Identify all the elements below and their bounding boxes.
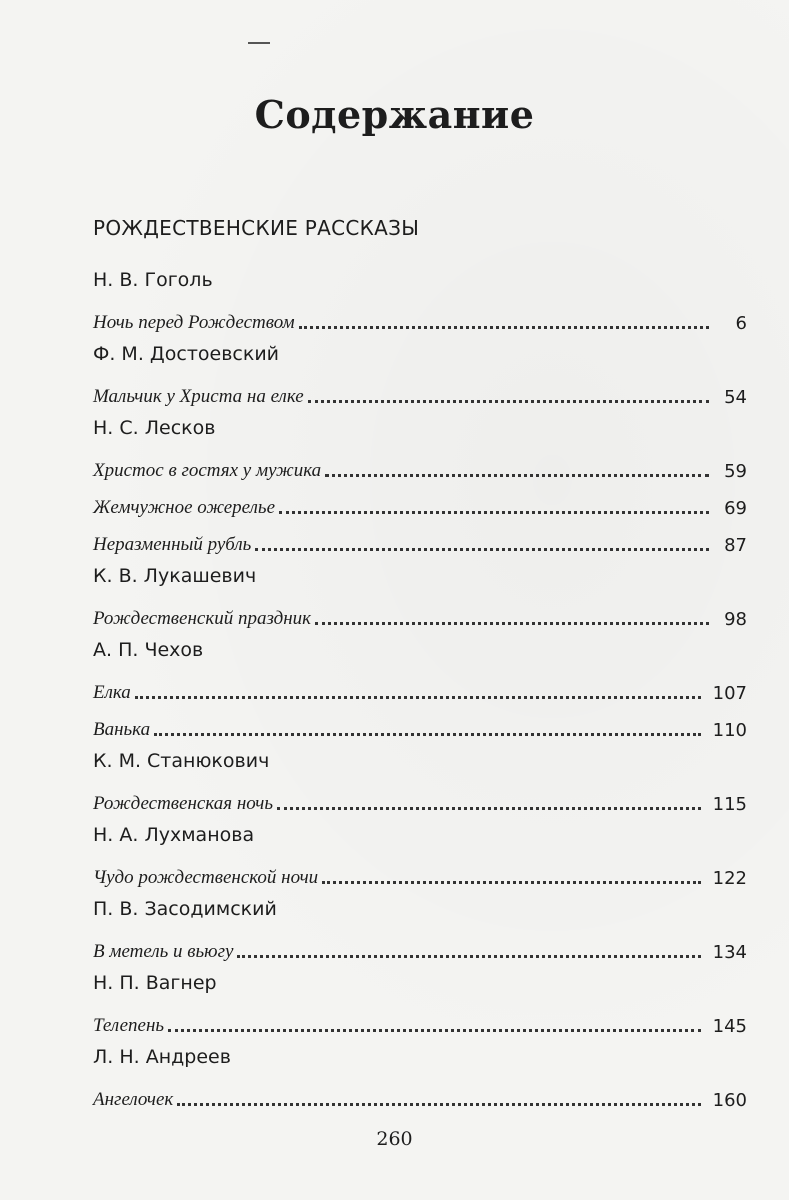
toc-entry-title: Чудо рождественской ночи [93,867,319,888]
toc-entry[interactable] [93,373,747,410]
toc-author: П. В. Засодимский [93,898,277,920]
toc-entry-page: 107 [712,683,747,704]
toc-entry[interactable] [93,780,747,817]
table-of-contents [93,262,747,1113]
page-title: Содержание [254,92,535,137]
toc-entry[interactable] [93,299,747,336]
toc-entry-page: 110 [712,720,747,741]
toc-entry-title: Рождественская ночь [93,793,273,814]
toc-entry[interactable] [93,706,747,743]
page-number: 260 [376,1128,413,1150]
toc-entry-page: 115 [712,794,747,815]
toc-entry-title: Ванька [93,719,151,740]
dot-leader [255,528,709,551]
toc-entry-page: 134 [712,942,747,963]
toc-entry-page: 160 [712,1090,747,1111]
dot-leader [237,935,700,958]
toc-author: А. П. Чехов [93,639,204,661]
toc-author: Н. В. Гоголь [93,269,213,291]
toc-author: Н. С. Лесков [93,417,216,439]
toc-entry-page: 54 [724,387,747,408]
toc-entry-page: 145 [712,1016,747,1037]
toc-entry[interactable] [93,595,747,632]
dot-leader [315,602,709,625]
toc-entry[interactable] [93,669,747,706]
toc-entry-title: Рождественский праздник [93,608,312,629]
toc-entry-title: Ночь перед Рождеством [93,312,295,333]
dot-leader [177,1083,700,1106]
toc-entry-page: 122 [712,868,747,889]
toc-entry-title: Христос в гостях у мужика [93,460,322,481]
toc-author: Л. Н. Андреев [93,1046,231,1068]
dot-leader [135,676,701,699]
dot-leader [154,713,701,736]
dot-leader [279,491,709,514]
top-rule [248,42,270,44]
toc-entry-title: Жемчужное ожерелье [93,497,276,518]
dot-leader [168,1009,701,1032]
toc-entry-title: Неразменный рубль [93,534,252,555]
dot-leader [325,454,709,477]
toc-author: К. В. Лукашевич [93,565,257,587]
dot-leader [299,306,709,329]
toc-entry-title: Телепень [93,1015,165,1036]
toc-entry-title: Ангелочек [93,1089,174,1110]
dot-leader [322,861,700,884]
toc-entry-title: Мальчик у Христа на елке [93,386,304,407]
toc-entry-page: 59 [724,461,747,482]
toc-entry-page: 87 [724,535,747,556]
toc-entry-page: 6 [735,313,747,334]
dot-leader [308,380,709,403]
toc-entry[interactable] [93,928,747,965]
toc-author: Н. А. Лухманова [93,824,255,846]
toc-author: Ф. М. Достоевский [93,343,280,365]
toc-author: К. М. Станюкович [93,750,270,772]
toc-entry[interactable] [93,1076,747,1113]
toc-entry-page: 98 [724,609,747,630]
toc-entry-title: В метель и вьюгу [93,941,234,962]
toc-entry[interactable] [93,484,747,521]
toc-entry[interactable] [93,447,747,484]
toc-entry[interactable] [93,1002,747,1039]
toc-entry[interactable] [93,854,747,891]
toc-author: Н. П. Вагнер [93,972,217,994]
toc-entry-page: 69 [724,498,747,519]
dot-leader [277,787,701,810]
toc-entry[interactable] [93,521,747,558]
section-heading: РОЖДЕСТВЕНСКИЕ РАССКАЗЫ [93,216,420,240]
toc-entry-title: Елка [93,682,131,703]
